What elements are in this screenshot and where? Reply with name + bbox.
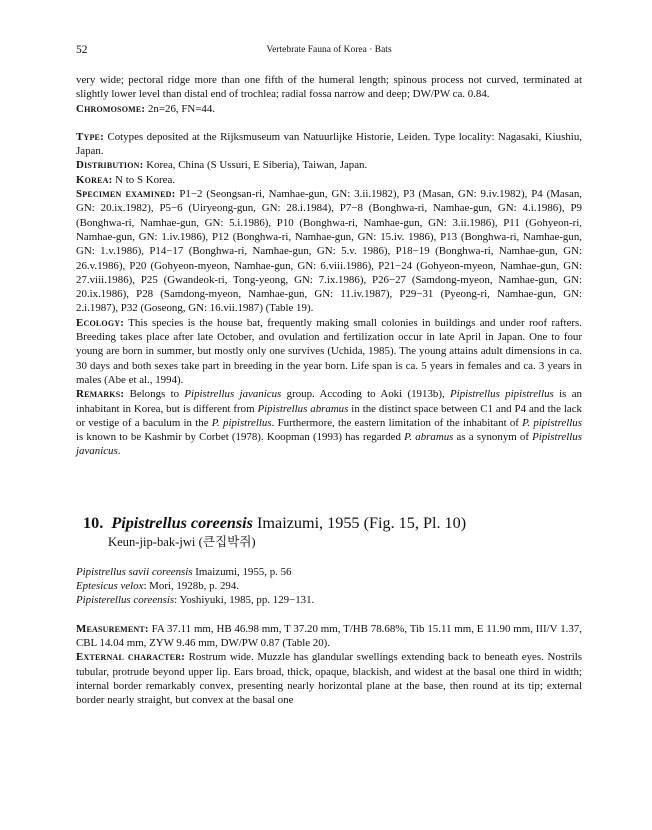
synonym-name: Eptesicus velox xyxy=(76,580,144,593)
chromosome-label: Chromosome: xyxy=(76,102,146,115)
synonym-entry xyxy=(76,579,582,593)
synonym-name: Pipistrellus savii coreensis xyxy=(76,565,193,578)
korea-text: N to S Korea. xyxy=(115,173,176,186)
korea-paragraph xyxy=(76,173,582,187)
type-label: Type: xyxy=(76,130,104,143)
synonym-name: Pipisterellus coreensis xyxy=(76,594,175,607)
distribution-label: Distribution: xyxy=(76,159,144,172)
remarks-taxon-5: P. pipistrellus xyxy=(522,416,582,429)
page-number: 52 xyxy=(76,44,88,56)
chromosome-paragraph xyxy=(76,102,582,116)
remarks-taxon-2: Pipistrellus pipistrellus xyxy=(450,388,554,401)
ecology-label: Ecology: xyxy=(76,316,125,329)
remarks-taxon-7: Pipistrellus javanicus xyxy=(76,431,582,458)
synonym-citation: Imaizumi, 1955, p. 56 xyxy=(195,565,292,578)
external-character-label: External character: xyxy=(76,651,186,664)
running-title: Vertebrate Fauna of Korea · Bats xyxy=(266,45,392,55)
remarks-taxon-3: Pipistrellus abramus xyxy=(257,402,349,415)
page-header xyxy=(76,44,582,58)
remarks-text-7: as a synonym of xyxy=(453,431,533,444)
remarks-taxon-4: P. pipistrellus xyxy=(211,416,272,429)
synonym-entry xyxy=(76,565,582,579)
type-text: Cotypes deposited at the Rijksmuseum van Natuurlijke Historie, Leiden. Type locality: Nagasaki, Kiushiu, Japan. xyxy=(76,130,582,158)
remarks-text-1: Belongs to xyxy=(129,388,185,401)
distribution-text: Korea, China (S Ussuri, E Siberia), Taiwan, Japan. xyxy=(146,159,368,172)
remarks-taxon-1: Pipistrellus javanicus xyxy=(184,388,282,401)
specimen-paragraph xyxy=(76,187,582,316)
synonym-list xyxy=(76,565,582,608)
external-character-paragraph xyxy=(76,650,582,707)
species-heading xyxy=(83,513,582,533)
korea-label: Korea: xyxy=(76,173,113,186)
remarks-paragraph xyxy=(76,387,582,458)
chromosome-text: 2n=26, FN=44. xyxy=(147,102,216,115)
synonym-citation: : Mori, 1928b, p. 294. xyxy=(143,580,240,593)
synonym-citation: : Yoshiyuki, 1985, pp. 129−131. xyxy=(174,594,315,607)
specimen-label: Specimen examined: xyxy=(76,188,176,201)
external-character-text: Rostrum wide. Muzzle has glandular swellings extending back to beneath eyes. Nostrils tubular, protrude beyond upper lip. Ears broad, thick, opaque, blackish, and widest at the basal one third in width; internal border remarkably convex, presenting nearly horizontal plane at the base, then round at its tip; external border nearly straight, but convex at the basal one xyxy=(76,651,582,707)
species-name: Pipistrellus coreensis xyxy=(111,513,253,532)
synonym-entry xyxy=(76,593,582,607)
remarks-text-5: . Furthermore, the eastern limitation of the inhabitant of xyxy=(271,416,523,429)
continuation-paragraph: very wide; pectoral ridge more than one fifth of the humeral length; spinous process not curved, terminated at slightly lower level than distal end of trochlea; radial fossa narrow and deep; DW/PW ca. 0.84. xyxy=(76,74,582,101)
measurement-text: FA 37.11 mm, HB 46.98 mm, T 37.20 mm, T/HB 78.68%, Tib 15.11 mm, E 11.90 mm, III/V 1.37, CBL 14.04 mm, ZYW 9.46 mm, DW/PW 0.87 (Table 20). xyxy=(76,622,582,649)
remarks-text-8: . xyxy=(117,445,121,458)
specimen-text: P1−2 (Seongsan-ri, Namhae-gun, GN: 3.ii.1982), P3 (Masan, GN: 9.iv.1982), P4 (Masan, GN: 20.ix.1982), P5−6 (Uiryeong-gun, GN: 28.i.1984), P7−8 (Bonghwa-ri, Namhae-gun, GN: 4.i.1986), P9 (Bonghwa-ri, Namhae-gun, GN: 5.i.1986), P10 (Bonghwa-ri, Namhae-gun, GN: 3.ii.1986), P11 (Gohyeon-ri, Namhae-gun, GN: 1.iv.1986), P12 (Bonghwa-ri, Namhae-gun, GN: 15.iv. 1986), P13 (Bonghwa-ri, Namhae-gun, GN: 1.v.1986), P14−17 (Bonghwa-ri, Namhae-gun, GN: 5.v. 1986), P18−19 (Bonghwa-ri, Namhae-gun, GN: 26.v.1986), P20 (Gohyeon-myeon, Namhae-gun, GN: 6.viii.1986), P21−24 (Gohyeon-myeon, Namhae-gun, GN: 27.viii.1986), P25 (Gwandeok-ri, Tong-yeong, GN: 7.ix.1986), P26−27 (Samdong-myeon, Namhae-gun, GN: 20.ix.1986), P28 (Samdong-myeon, Namhae-gun, GN: 11.iv.1987), P29−31 (Pyeong-ri, Namhae-gun, GN: 2.i.1987), P32 (Goseong, GN: 16.vii.1987) (Table 19). xyxy=(76,188,583,315)
remarks-label: Remarks: xyxy=(76,388,125,401)
remarks-text-2: group. Accoding to Aoki (1913b), xyxy=(281,388,451,401)
species-number: 10. xyxy=(83,513,104,532)
page-body xyxy=(76,73,582,707)
species-figure-ref: (Fig. 15, Pl. 10) xyxy=(363,513,467,532)
ecology-text: This species is the house bat, frequently making small colonies in buildings and under roof rafters. Breeding takes place after late October, and ovulation and fertilization occur in late April in Japan. One to four young are born in summer, but mostly only one survives (Uchida, 1985). The young attains adult dimensions in ca. 30 days and both sexes take part in breeding in the year born. Life span is ca. 5 years in females and ca. 3 years in males (Abe et al., 1994). xyxy=(76,316,582,386)
distribution-paragraph xyxy=(76,158,582,172)
measurement-paragraph xyxy=(76,622,582,651)
species-author: Imaizumi, 1955 xyxy=(257,513,360,532)
remarks-text-6: is known to be Kashmir by Corbet (1978). Koopman (1993) has regarded xyxy=(76,431,405,444)
remarks-taxon-6: P. abramus xyxy=(404,431,454,444)
measurement-label: Measurement: xyxy=(76,622,149,635)
remarks-text-3: is an inhabitant in Korea, but is different from xyxy=(76,388,582,415)
remarks-text-4: in the distinct space between C1 and P4 and the lack or vestige of a baculum in the xyxy=(76,402,582,429)
ecology-paragraph xyxy=(76,316,582,387)
type-paragraph xyxy=(76,130,582,159)
species-common-name: Keun-jip-bak-jwi (큰집박쥐) xyxy=(108,534,256,549)
